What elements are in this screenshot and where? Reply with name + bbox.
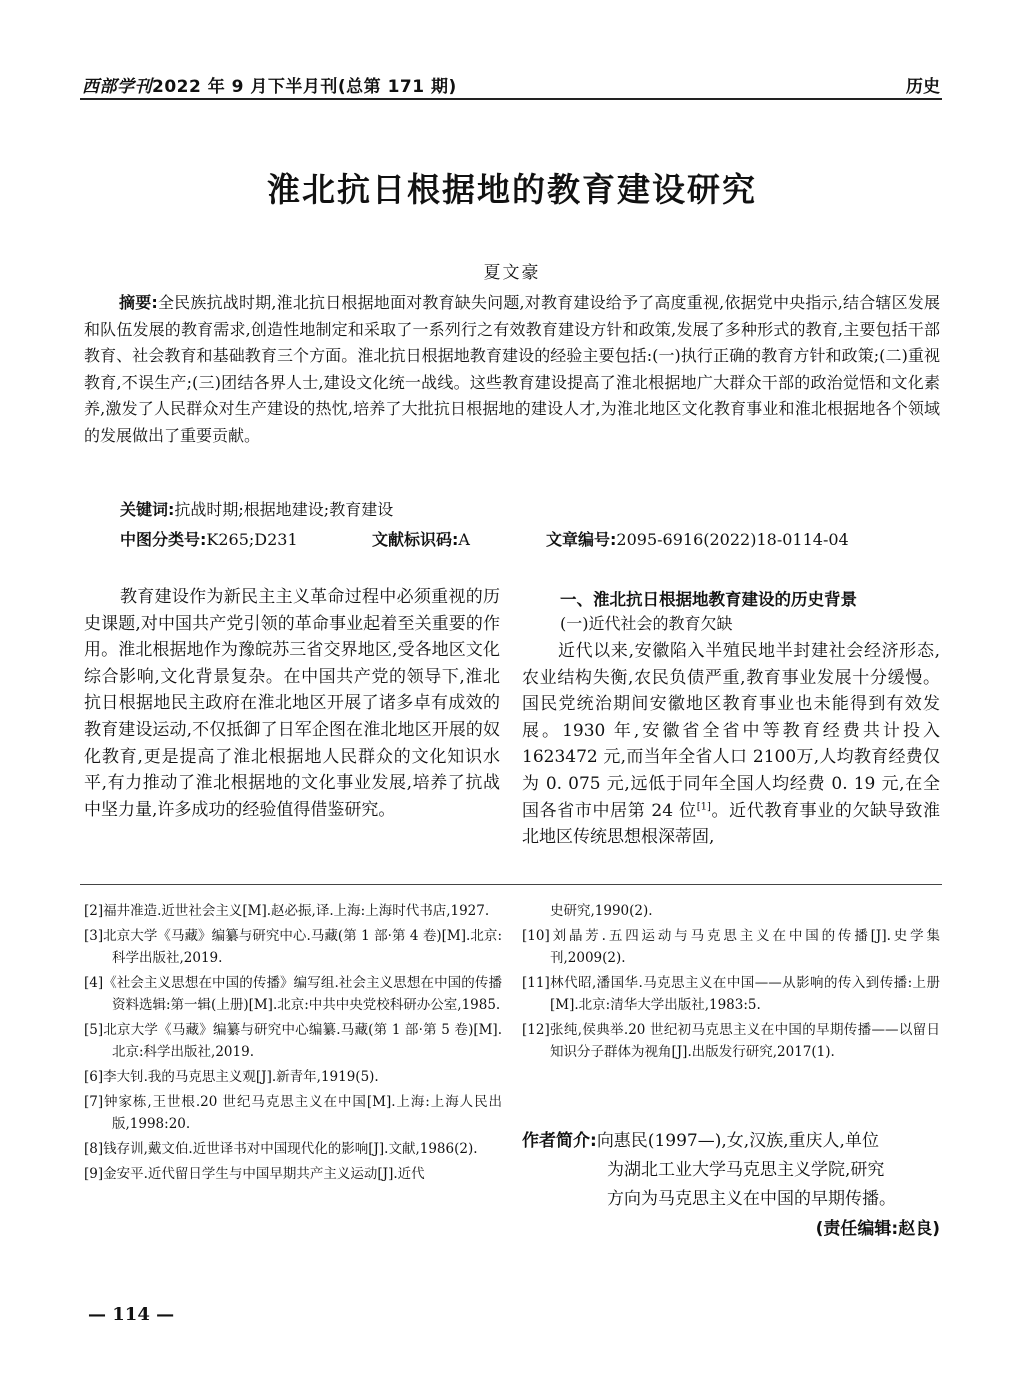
reference-item: [4]《社会主义思想在中国的传播》编写组.社会主义思想在中国的传播资料选辑:第一辑(上册)[M].北京:中共中央党校科研办公室,1985.: [84, 975, 502, 1013]
citation-marker[interactable]: [1]: [696, 800, 711, 812]
abstract: [84, 290, 940, 449]
abstract-text: 全民族抗战时期,淮北抗日根据地面对教育缺失问题,对教育建设给予了高度重视,依据党中央指示,结合辖区发展和队伍发展的教育需求,创造性地制定和采取了一系列行之有效教育建设方针和政策,发展了多种形式的教育,主要包括干部教育、社会教育和基础教育三个方面。淮北抗日根据地教育建设的经验主要包括:(一)执行正确的教育方针和政策;(二)重视教育,不误生产;(三)团结各界人士,建设文化统一战线。这些教育建设提高了淮北根据地广大群众干部的政治觉悟和文化素养,激发了人民群众对生产建设的热忱,培养了大批抗日根据地的建设人才,为淮北地区文化教育事业和淮北根据地各个领域的发展做出了重要贡献。: [84, 293, 940, 445]
section-paragraph-tail: 。近代教育事业的欠缺导致淮北地区传统思想根深蒂固,: [522, 800, 940, 848]
journal-header: [82, 72, 457, 97]
classification-label: 中图分类号:: [120, 530, 207, 549]
reference-item: [9]金安平.近代留日学生与中国早期共产主义运动[J].近代: [84, 1166, 425, 1182]
abstract-label: 摘要:: [119, 293, 158, 312]
reference-item: [3]北京大学《马藏》编纂与研究中心.马藏(第 1 部·第 4 卷)[M].北京:科学出版社,2019.: [84, 928, 502, 966]
journal-logo: 西部学刊: [82, 77, 152, 97]
reference-item: [11]林代昭,潘国华.马克思主义在中国——从影响的传入到传播:上册[M].北京:清华大学出版社,1983:5.: [522, 975, 940, 1013]
section-heading: 一、淮北抗日根据地教育建设的历史背景: [560, 590, 857, 609]
reference-item: [12]张纯,侯典举.20 世纪初马克思主义在中国的早期传播——以留日知识分子群体为视角[J].出版发行研究,2017(1).: [522, 1022, 940, 1060]
bio-line: 方向为马克思主义在中国的早期传播。: [607, 1189, 896, 1209]
article-number: [546, 527, 849, 550]
document-code: [372, 527, 470, 550]
bio-label: 作者简介:: [522, 1131, 597, 1151]
reference-item: [7]钟家栋,王世根.20 世纪马克思主义在中国[M].上海:上海人民出版,1998:20.: [84, 1094, 502, 1132]
references-divider: [80, 884, 942, 885]
reference-item: [10]刘晶芳.五四运动与马克思主义在中国的传播[J].史学集刊,2009(2).: [522, 928, 940, 966]
responsible-editor: (责任编辑:赵良): [815, 1219, 940, 1239]
classification-value: K265;D231: [206, 530, 298, 549]
bio-line: 向惠民(1997—),女,汉族,重庆人,单位: [596, 1131, 879, 1151]
article-number-value: 2095-6916(2022)18-0114-04: [616, 530, 849, 549]
reference-item: [5]北京大学《马藏》编纂与研究中心编纂.马藏(第 1 部·第 5 卷)[M].北京:科学出版社,2019.: [84, 1022, 502, 1060]
intro-paragraph: 教育建设作为新民主主义革命过程中必须重视的历史课题,对中国共产党引领的革命事业起着至关重要的作用。淮北根据地作为豫皖苏三省交界地区,受各地区文化综合影响,文化背景复杂。在中国共产党的领导下,淮北抗日根据地民主政府在淮北地区开展了诸多卓有成效的教育建设运动,不仅抵御了日军企图在淮北地区开展的奴化教育,更是提高了淮北根据地人民群众的文化知识水平,有力推动了淮北根据地的文化事业发展,培养了抗战中坚力量,许多成功的经验值得借鉴研究。: [84, 587, 500, 820]
references-left-column: [84, 900, 502, 1188]
reference-item: [2]福井准造.近世社会主义[M].赵必振,译.上海:上海时代书店,1927.: [84, 903, 490, 919]
author-bio: [522, 1127, 942, 1214]
document-code-label: 文献标识码:: [372, 530, 459, 549]
reference-item: [6]李大钊.我的马克思主义观[J].新青年,1919(5).: [84, 1069, 379, 1085]
article-title: 淮北抗日根据地的教育建设研究: [267, 170, 757, 209]
reference-item: [8]钱存训,戴文伯.近世译书对中国现代化的影响[J].文献,1986(2).: [84, 1141, 478, 1157]
article-author: 夏文豪: [483, 263, 541, 283]
issue-info: 2022 年 9 月下半月刊(总第 171 期): [152, 77, 457, 97]
document-code-value: A: [458, 530, 470, 549]
subsection-heading: (一)近代社会的教育欠缺: [560, 614, 733, 633]
keywords-label: 关键词:: [120, 500, 175, 519]
references-right-column: [522, 900, 940, 1066]
keywords-text: 抗战时期;根据地建设;教育建设: [174, 500, 394, 519]
article-number-label: 文章编号:: [546, 530, 617, 549]
page-number: — 114 —: [88, 1304, 175, 1325]
header-divider: [80, 98, 942, 100]
section-label: 历史: [906, 77, 940, 97]
section-paragraph: [522, 638, 940, 851]
bio-line: 为湖北工业大学马克思主义学院,研究: [607, 1160, 885, 1180]
classification-number: [120, 527, 298, 550]
keywords: [120, 497, 393, 520]
reference-continuation: 史研究,1990(2).: [550, 903, 653, 919]
section-paragraph-text: 近代以来,安徽陷入半殖民地半封建社会经济形态,农业结构失衡,农民负债严重,教育事业发展十分缓慢。国民党统治期间安徽地区教育事业也未能得到有效发展。1930 年,安徽省全省中等教育经费共计投入 1623472 元,而当年全省人口 2100万,人均教育经费仅为 0. 075 元,远低于同年全国人均经费 0. 19 元,在全国各省市中居第 24 位: [522, 641, 940, 821]
